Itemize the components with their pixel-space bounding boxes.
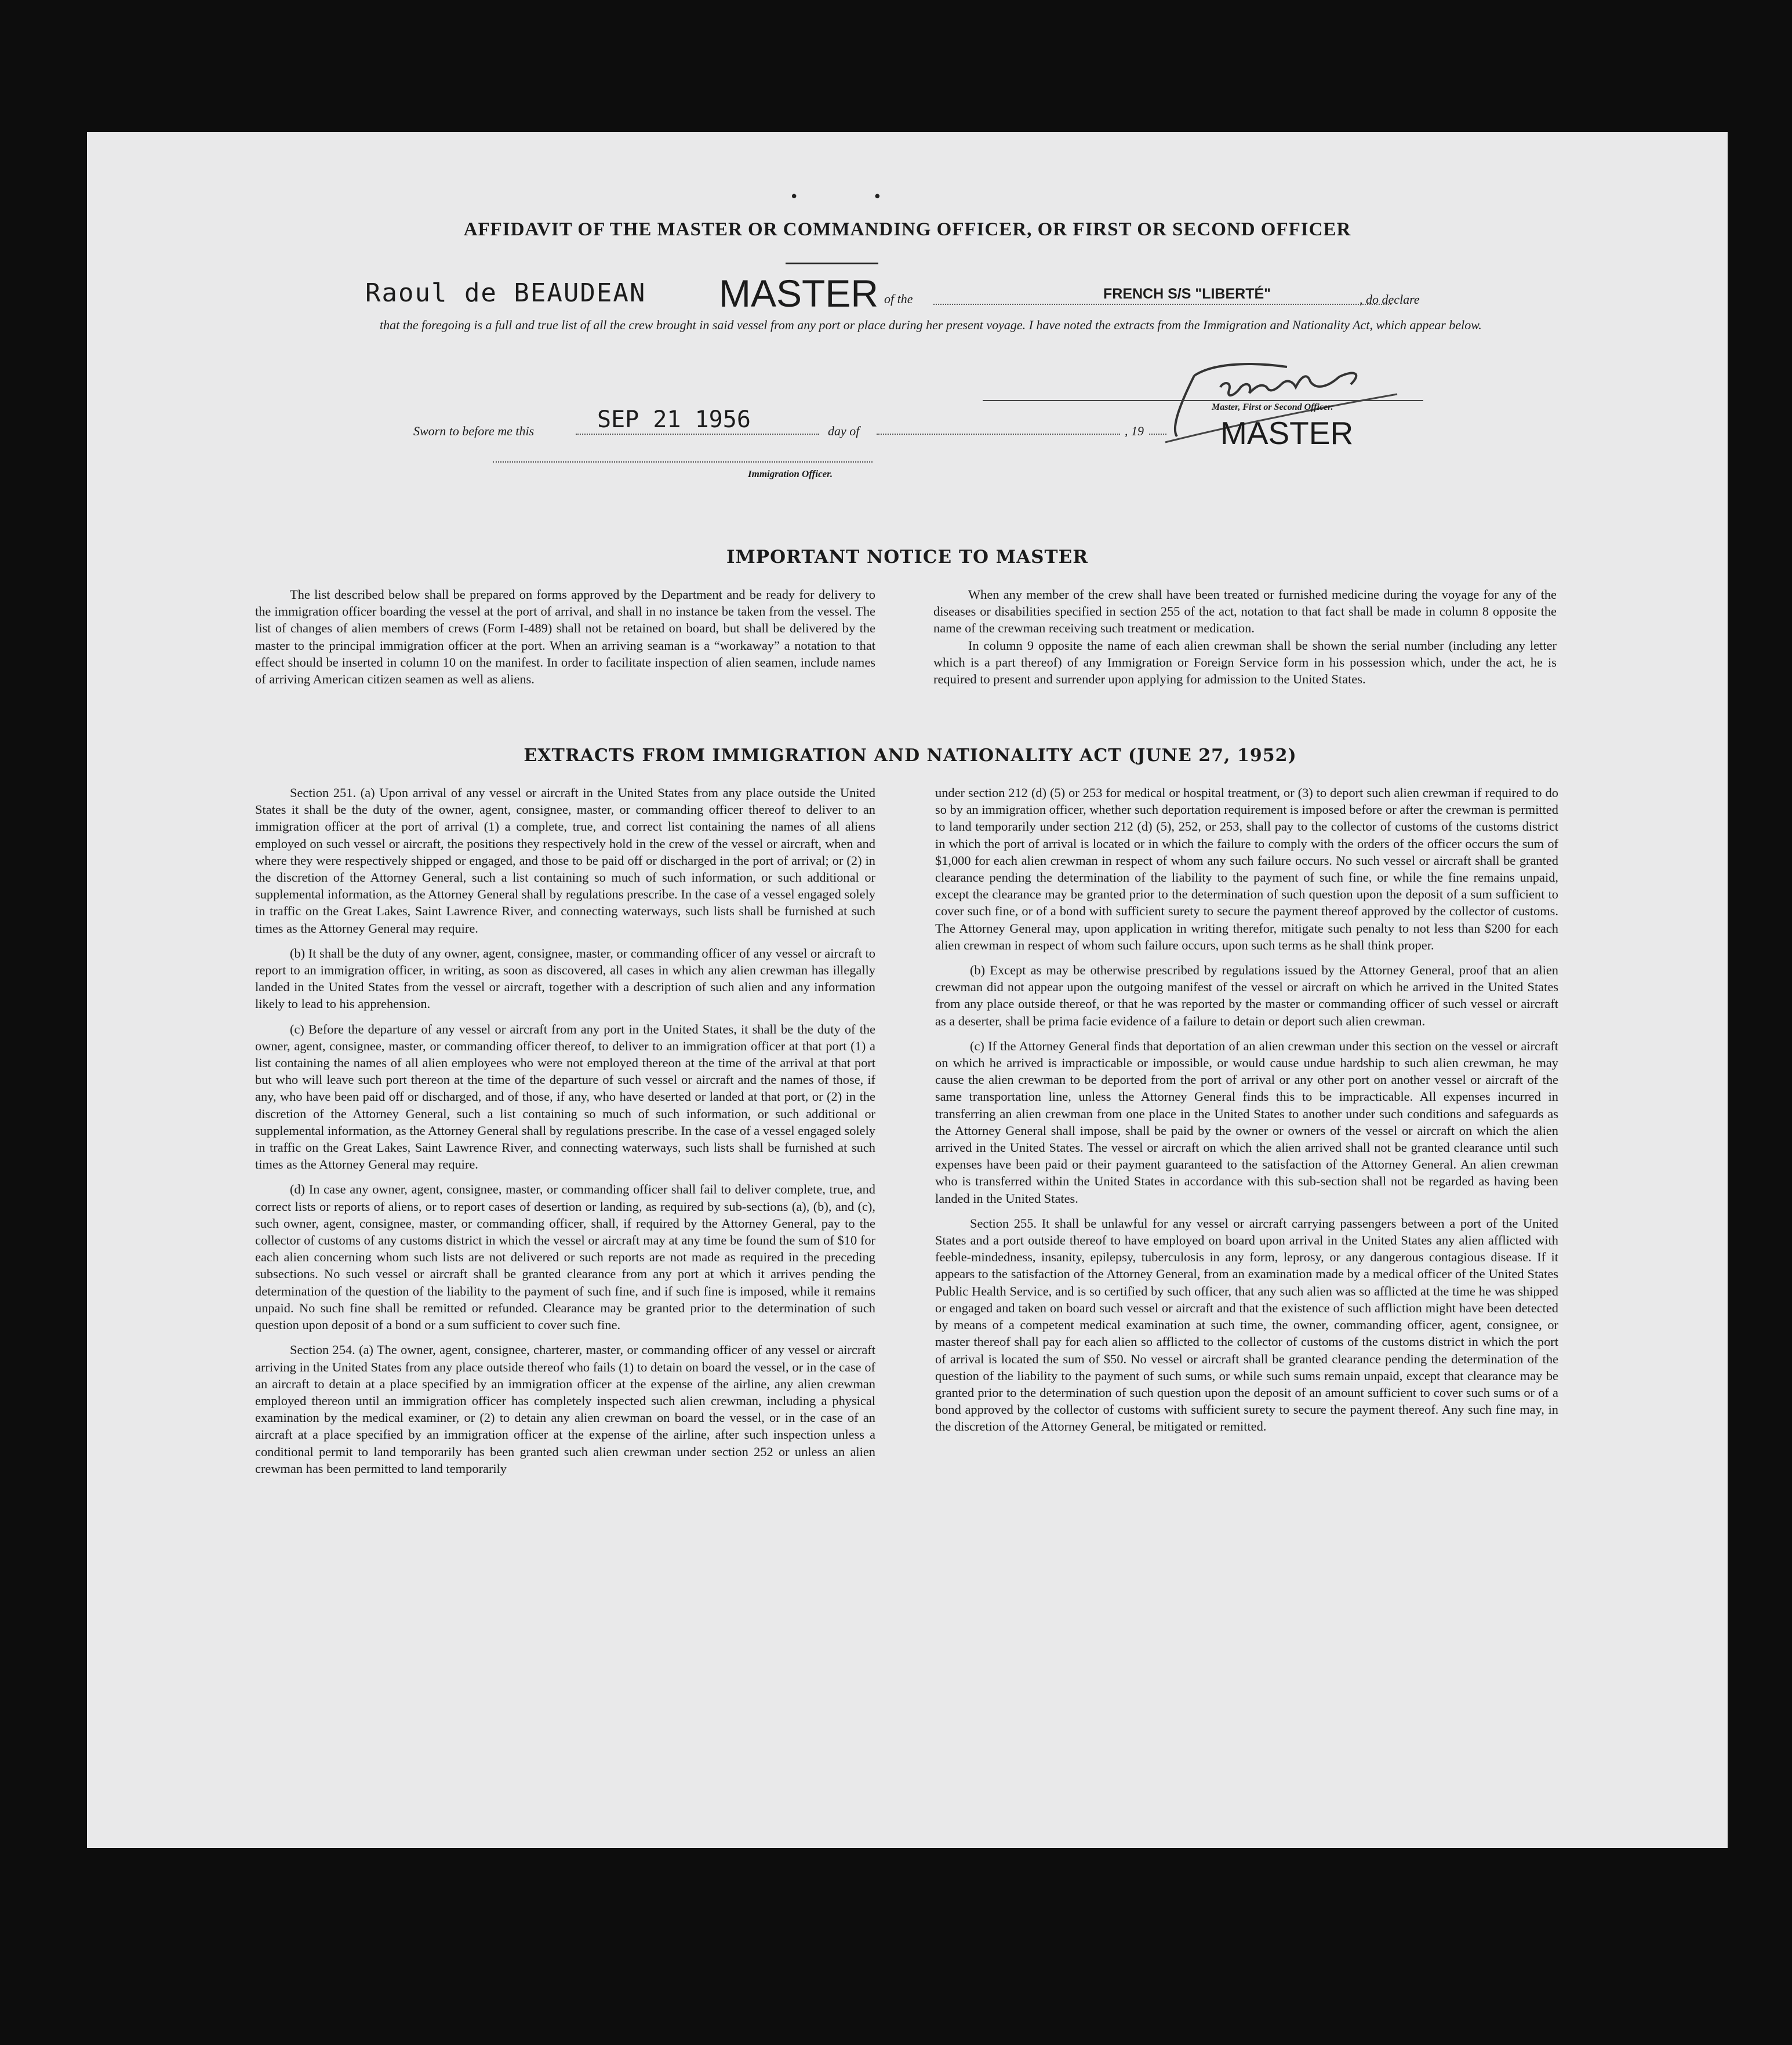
section-paragraph: Section 254. (a) The owner, agent, consignee, charterer, master, or commanding officer of any vessel or aircraft arriving in the United States from any place outside thereof who fails (1) to detain on board the vessel, or in the case of an aircraft to detain at a place specified by an immigration officer at the expense of the airline, any alien crewman employed thereon until an immigration officer has completely inspected such alien crewman, including a physical examination by the medical examiner, or (2) to detain any alien crewman on board the vessel, or in the case of an aircraft at a place specified by an immigration officer at the expense of the airline, after such inspection unless a conditional permit to land temporarily has been granted such alien crewman under section 252 or unless an alien crewman has been permitted to land temporarily <box>255 1342 875 1476</box>
officer-signature-line <box>493 461 873 463</box>
section-paragraph: (b) It shall be the duty of any owner, agent, consignee, master, or commanding officer of any vessel or aircraft to report to an immigration officer, in writing, as soon as discovered, all cases in which any alien crewman has illegally landed in the United States from the vessel or aircraft, together with a description of such alien and any information likely to lead to his apprehension. <box>255 945 875 1011</box>
section-paragraph: (c) If the Attorney General finds that deportation of an alien crewman under this section on the vessel or aircraft on which he arrived is impracticable or impossible, or would cause undue hardship to such alien crewman, he may cause the alien crewman to be deported from the port of arrival or any other port on another vessel or aircraft of the same transportation line, unless the Attorney General finds this to be impracticable. All expenses incurred in transferring an alien crewman from one place in the United States to another under such conditions and safeguards as the Attorney General shall impose, shall be paid by the owner or owners of the vessel or aircraft on which the alien arrived in the United States. The vessel or aircraft on which the alien arrived shall not be granted clearance until such expenses have been paid or their payment guaranteed to the satisfaction of the Attorney General. An alien crewman who is transferred within the United States in accordance with this sub-section shall not be regarded as having been landed in the United States. <box>935 1038 1558 1206</box>
vessel-field-line <box>933 304 1391 305</box>
master-name: Raoul de BEAUDEAN <box>365 278 646 308</box>
title-rule <box>786 263 878 264</box>
year-line <box>1149 434 1166 435</box>
sworn-date-line <box>576 434 819 435</box>
year-prefix: , 19 <box>1125 424 1144 438</box>
vessel-name: FRENCH S/S "LIBERTÉ" <box>1103 286 1271 302</box>
notice-paragraph: The list described below shall be prepared on forms approved by the Department and be ready for delivery to the immigration officer boarding the vessel at the port of arrival, and shall in no instance be taken from the vessel. The list of changes of alien members of crews (Form I-489) shall not be retained on board, but shall be delivered by the master to the principal immigration officer at the port. When an arriving seaman is a “workaway” a notation to that effect should be inserted in column 10 on the manifest. In order to facilitate inspection of alien seamen, include names of arriving American citizen seamen as well as aliens. <box>255 587 875 687</box>
section-paragraph: (b) Except as may be otherwise prescribed by regulations issued by the Attorney General, proof that an alien crewman did not appear upon the outgoing manifest of the vessel or aircraft on which he arrived in the United States from any place outside thereof, or that he was reported by the master or commanding officer of such vessel or aircraft as a deserter, shall be prima facie evidence of a failure to detain or deport such alien crewman. <box>935 963 1558 1028</box>
of-the-label: of the <box>884 292 913 306</box>
master-rank: MASTER <box>719 272 879 315</box>
notice-heading: IMPORTANT NOTICE TO MASTER <box>726 547 1089 567</box>
section-paragraph: (c) Before the departure of any vessel or aircraft from any port in the United States, it shall be the duty of the owner, agent, consignee, master, or commanding officer thereof, to deliver to an immigration officer at that port (1) a list containing the names of all alien employees who were not employed thereon at the time of the arrival at that port but who will leave such port thereon at the time of the departure of such vessel or aircraft and the names of those, if any, who have been paid off or discharged, and of those, if any, who have deserted or landed at that port, or (2) in the discretion of the Attorney General, such a list containing so much of such information, or such additional or supplemental information, as the Attorney General shall by regulations prescribe. In the case of a vessel engaged solely in traffic on the Great Lakes, Saint Lawrence River, and connecting waterways, such lists shall be furnished at such times as the Attorney General may require. <box>255 1021 875 1172</box>
section-paragraph: under section 212 (d) (5) or 253 for medical or hospital treatment, or (3) to deport such alien crewman if required to do so by an immigration officer, whether such deportation requirement is imposed before or after the crewman is permitted to land temporarily under section 212 (d) (5), 252, or 253, shall pay to the collector of customs of the customs district in which the port of arrival is located or in which the failure to comply with the orders of the officer occurs the sum of $1,000 for each alien crewman in respect of whom any such failure occurs. No such vessel or aircraft shall be granted clearance pending the determination of the liability to the payment of such fine, or while the fine remains unpaid, except the clearance may be granted prior to the determination of such question upon the deposit of a sum sufficient to cover such fine, or of a bond with sufficient surety to secure the payment thereof approved by the collector of customs. The Attorney General may, upon application in writing therefor, mitigate such penalty to not less than $200 for each alien crewman in respect of whom such failure occurs, upon such terms as he shall think proper. <box>935 785 1558 952</box>
affidavit-sheet <box>87 132 1728 1848</box>
signature-line <box>983 400 1423 401</box>
sworn-date-stamp: SEP 21 1956 <box>597 406 751 433</box>
master-stamp: MASTER <box>1220 415 1354 451</box>
extracts-right-column <box>935 784 1558 1435</box>
paper-specks: • • <box>790 188 917 206</box>
notice-paragraph: When any member of the crew shall have been treated or furnished medicine during the voyage for any of the diseases or disabilities specified in section 255 of the act, notation to that fact shall be made in column 8 opposite the name of the crewman receiving such treatment or medication. <box>933 587 1557 636</box>
officer-caption: Immigration Officer. <box>748 468 833 479</box>
section-paragraph: Section 255. It shall be unlawful for any vessel or aircraft carrying passengers between a port of the United States and a port outside thereof to have employed on board upon arrival in the United States any alien afflicted with feeble-mindedness, insanity, epilepsy, tuberculosis in any form, leprosy, or any dangerous contagious disease. If it appears to the satisfaction of the Attorney General, from an examination made by a medical officer of the United States Public Health Service, and is so certified by such officer, that any such alien was so afflicted at the time he was shipped or engaged and taken on board such vessel or aircraft and that the existence of such affliction might have been detected by means of a competent medical examination at such time, the owner, commanding officer, agent, consignee, or master thereof shall pay for each alien so afflicted to the collector of customs of the customs district in which the port of arrival is located the sum of $50. No vessel or aircraft shall be granted clearance pending the determination of the question of the liability to the payment of such sums, or while such sums remain unpaid, except that clearance may be granted prior to the determination of such question upon the deposit of an amount sufficient to cover such sums or of a bond approved by the collector of customs with sufficient surety to secure the payment thereof. Any such fine may, in the discretion of the Attorney General, be mitigated or remitted. <box>935 1216 1558 1434</box>
notice-paragraph: In column 9 opposite the name of each alien crewman shall be shown the serial number (including any letter which is a part thereof) of any Immigration or Foreign Service form in his possession which, under the act, he is required to present and surrender upon applying for admission to the United States. <box>933 638 1557 687</box>
do-declare-label: , do declare <box>1360 292 1420 307</box>
notice-left-column <box>255 586 875 687</box>
section-paragraph: (d) In case any owner, agent, consignee, master, or commanding officer shall fail to deliver complete, true, and correct lists or reports of aliens, or to report cases of desertion or landing, as required by sub-sections (a), (b), and (c), such owner, agent, consignee, master, or commanding officer, shall, if required by the Attorney General, pay to the collector of customs of any customs district in which the vessel or aircraft may at any time be found the sum of $10 for each alien concerning whom such lists are not delivered or such reports are not made as required in the preceding subsections. No such vessel or aircraft shall be granted clearance from any port at which it arrives pending the determination of the question of the liability to the payment of such fine, and if such fine is imposed, while it remains unpaid. No such fine shall be remitted or refunded. Clearance may be granted prior to the determination of such question upon deposit of a bond or a sum sufficient to cover such fine. <box>255 1182 875 1333</box>
notice-right-column <box>933 586 1557 687</box>
declaration-statement: that the foregoing is a full and true list of all the crew brought in said vessel from any port or place during her present voyage. I have noted the extracts from the Immigration and Nationality Act, which appear below. <box>380 318 1482 332</box>
day-of-label: day of <box>828 424 860 438</box>
section-paragraph: Section 251. (a) Upon arrival of any vessel or aircraft in the United States from any place outside the United States it shall be the duty of the owner, agent, consignee, master, or commanding officer thereof to deliver to an immigration officer at the port of arrival (1) a complete, true, and correct list containing the names of all aliens employed on such vessel or aircraft, the positions they respectively hold in the crew of the vessel or aircraft, when and where they were respectively shipped or engaged, and those to be paid off or discharged in the port of arrival; or (2) in the discretion of the Attorney General, such a list containing so much of such information, or such additional or supplemental information, as the Attorney General shall by regulations prescribe. In the case of a vessel engaged solely in traffic on the Great Lakes, Saint Lawrence River, and connecting waterways, such lists shall be furnished at such times as the Attorney General may require. <box>255 785 875 936</box>
extracts-heading: EXTRACTS FROM IMMIGRATION AND NATIONALITY ACT (JUNE 27, 1952) <box>524 745 1297 766</box>
sworn-label: Sworn to before me this <box>413 424 535 438</box>
signature-caption: Master, First or Second Officer. <box>1212 402 1333 412</box>
month-line <box>877 434 1120 435</box>
affidavit-title: AFFIDAVIT OF THE MASTER OR COMMANDING OFFICER, OR FIRST OR SECOND OFFICER <box>463 219 1351 240</box>
extracts-left-column <box>255 784 875 1477</box>
